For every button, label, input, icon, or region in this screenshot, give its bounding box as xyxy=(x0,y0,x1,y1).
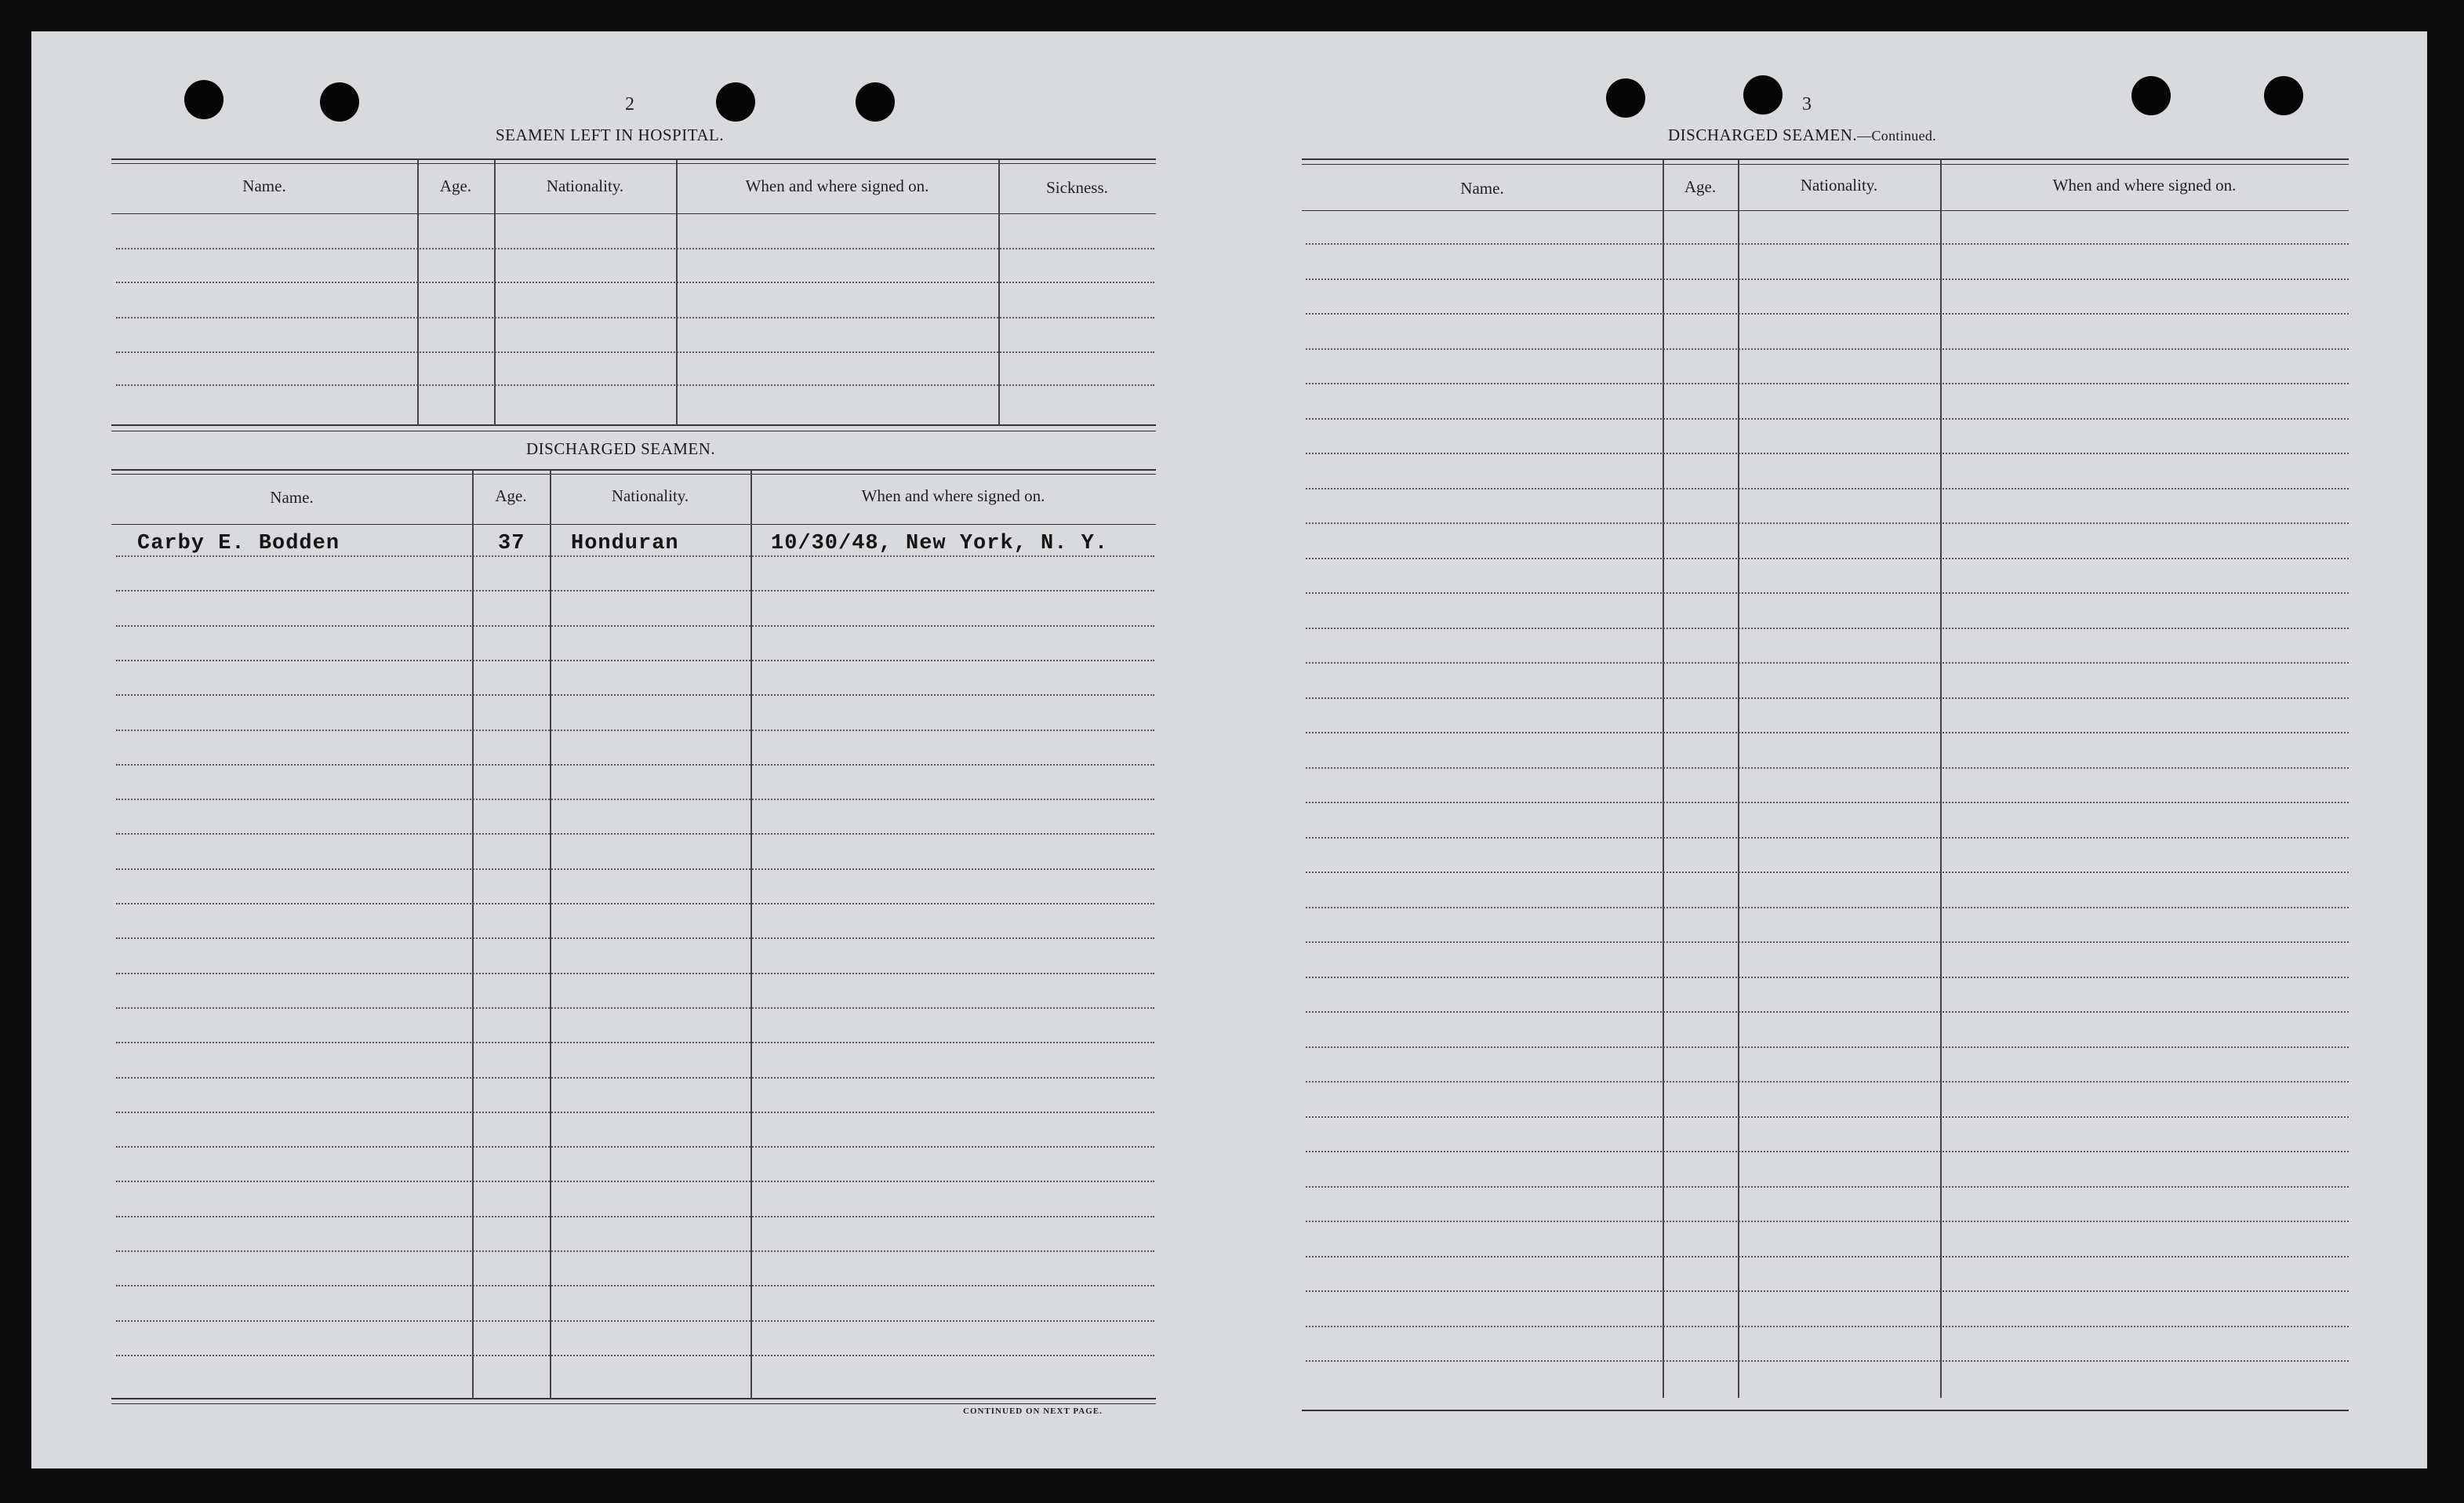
hospital-col-signed-on: When and where signed on. xyxy=(745,177,929,195)
ruled-row-line xyxy=(116,1042,1154,1043)
page-number: 3 xyxy=(1802,94,1812,115)
ruled-row-line xyxy=(116,555,1154,557)
ruled-row-line xyxy=(1306,453,2349,454)
discharged-header-rule xyxy=(111,524,1156,525)
ruled-row-line xyxy=(116,660,1154,661)
ruled-row-line xyxy=(1306,1326,2349,1327)
discharged-bottom-rule-2 xyxy=(111,1403,1156,1404)
ruled-row-line xyxy=(1306,837,2349,839)
ruled-row-line xyxy=(1306,1186,2349,1188)
ruled-row-line xyxy=(116,937,1154,939)
ruled-row-line xyxy=(1306,1081,2349,1083)
ruled-row-line xyxy=(1306,1151,2349,1152)
discharged-col-divider xyxy=(750,471,752,1399)
discharged-continued-title-main: DISCHARGED SEAMEN. xyxy=(1668,126,1858,144)
discharged-col-name: Name. xyxy=(270,488,314,507)
right-page xyxy=(1223,31,2427,1468)
right-col-nationality: Nationality. xyxy=(1800,176,1878,195)
ruled-row-line xyxy=(1306,941,2349,943)
hospital-row-line xyxy=(116,384,1154,386)
ruled-row-line xyxy=(1306,1011,2349,1013)
form-sheet xyxy=(31,31,2427,1468)
hospital-row-line xyxy=(116,248,1154,249)
ruled-row-line xyxy=(1306,802,2349,803)
hospital-col-nationality: Nationality. xyxy=(546,177,624,195)
ruled-row-line xyxy=(116,799,1154,800)
ruled-row-line xyxy=(1306,243,2349,245)
discharged-col-age: Age. xyxy=(495,486,527,505)
ruled-row-line xyxy=(1306,1221,2349,1222)
ruled-row-line xyxy=(1306,418,2349,420)
discharged-col-nationality: Nationality. xyxy=(611,486,689,505)
discharged-col-signed-on: When and where signed on. xyxy=(861,486,1045,505)
discharged-bottom-rule xyxy=(111,1398,1156,1399)
discharged-continued-title-suffix: —Continued. xyxy=(1857,128,1936,144)
ruled-row-line xyxy=(116,1216,1154,1217)
ruled-row-line xyxy=(116,625,1154,627)
ruled-row-line xyxy=(1306,278,2349,280)
ruled-row-line xyxy=(116,1077,1154,1079)
left-page xyxy=(31,31,1223,1468)
ruled-row-line xyxy=(116,1285,1154,1286)
discharged-row-signed-on: 10/30/48, New York, N. Y. xyxy=(771,532,1109,555)
ruled-row-line xyxy=(116,694,1154,696)
continued-note: CONTINUED ON NEXT PAGE. xyxy=(963,1407,1103,1416)
ruled-row-line xyxy=(116,1146,1154,1148)
discharged-top-rule-2 xyxy=(111,474,1156,475)
discharged-section-title: DISCHARGED SEAMEN. xyxy=(526,439,716,458)
ruled-row-line xyxy=(116,903,1154,904)
ruled-row-line xyxy=(116,833,1154,835)
discharged-row-name: Carby E. Bodden xyxy=(137,532,340,555)
ruled-row-line xyxy=(116,590,1154,591)
ruled-row-line xyxy=(116,1355,1154,1356)
ruled-row-line xyxy=(1306,558,2349,559)
ruled-row-line xyxy=(1306,1290,2349,1292)
ruled-row-line xyxy=(1306,1116,2349,1118)
ruled-row-line xyxy=(1306,313,2349,315)
right-header-rule xyxy=(1302,210,2349,211)
right-col-age: Age. xyxy=(1684,177,1717,196)
page-number: 2 xyxy=(625,94,634,115)
right-col-name: Name. xyxy=(1460,179,1504,198)
ruled-row-line xyxy=(116,1320,1154,1322)
discharged-continued-title xyxy=(1668,126,1936,145)
hospital-col-name: Name. xyxy=(242,177,286,195)
ruled-row-line xyxy=(1306,767,2349,769)
ruled-row-line xyxy=(116,764,1154,766)
ruled-row-line xyxy=(116,868,1154,870)
ruled-row-line xyxy=(116,1112,1154,1113)
ruled-row-line xyxy=(1306,662,2349,664)
right-top-rule-2 xyxy=(1302,164,2349,165)
discharged-row-nationality: Honduran xyxy=(571,532,679,555)
ruled-row-line xyxy=(116,973,1154,974)
discharged-col-divider xyxy=(472,471,474,1399)
ruled-row-line xyxy=(1306,1256,2349,1257)
right-bottom-rule xyxy=(1302,1410,2349,1411)
ruled-row-line xyxy=(1306,872,2349,873)
right-col-signed-on: When and where signed on. xyxy=(2052,176,2237,195)
ruled-row-line xyxy=(116,1007,1154,1009)
ruled-row-line xyxy=(1306,592,2349,594)
right-col-divider xyxy=(1738,160,1739,1398)
discharged-col-divider xyxy=(550,471,551,1399)
hospital-row-line xyxy=(116,317,1154,318)
ruled-row-line xyxy=(1306,697,2349,699)
discharged-top-rule xyxy=(111,469,1156,471)
ruled-row-line xyxy=(1306,1046,2349,1048)
discharged-row-age: 37 xyxy=(498,532,525,555)
right-col-divider xyxy=(1940,160,1942,1398)
ruled-row-line xyxy=(116,1250,1154,1252)
ruled-row-line xyxy=(1306,1360,2349,1362)
right-col-divider xyxy=(1663,160,1664,1398)
ruled-row-line xyxy=(1306,628,2349,629)
ruled-row-line xyxy=(1306,732,2349,733)
hospital-row-line xyxy=(116,282,1154,283)
right-top-rule xyxy=(1302,158,2349,160)
ruled-row-line xyxy=(116,730,1154,731)
ruled-row-line xyxy=(116,1181,1154,1182)
hospital-section-title: SEAMEN LEFT IN HOSPITAL. xyxy=(496,126,725,144)
ruled-row-line xyxy=(1306,488,2349,489)
ruled-row-line xyxy=(1306,383,2349,384)
ruled-row-line xyxy=(1306,977,2349,978)
hospital-row-line xyxy=(116,351,1154,353)
hospital-col-age: Age. xyxy=(439,177,472,195)
ruled-row-line xyxy=(1306,522,2349,524)
hospital-col-sickness: Sickness. xyxy=(1046,178,1108,197)
ruled-row-line xyxy=(1306,348,2349,350)
ruled-row-line xyxy=(1306,907,2349,908)
